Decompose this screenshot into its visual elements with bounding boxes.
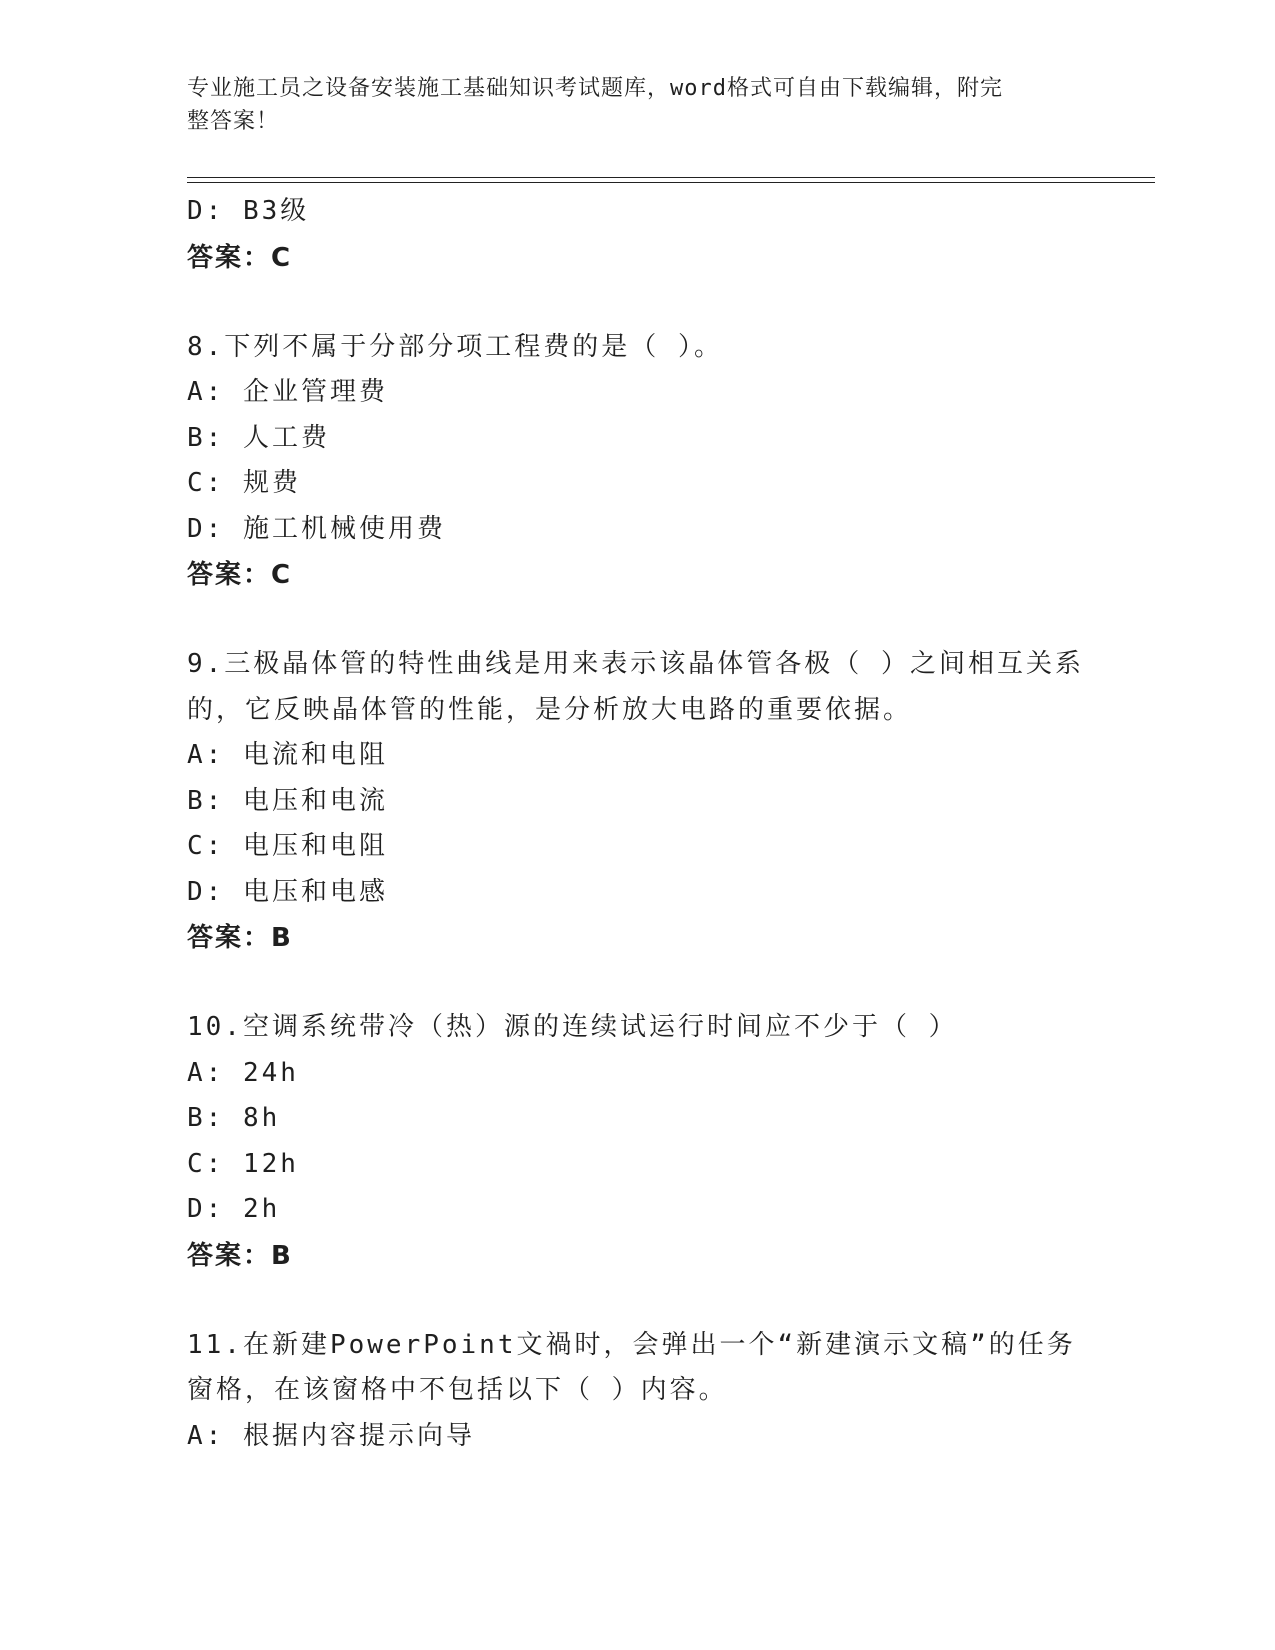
option-d: D: 2h — [187, 1194, 281, 1224]
spacer — [187, 961, 1087, 1005]
document-header — [187, 72, 1067, 138]
spacer — [187, 598, 1087, 642]
option-b: B: 8h — [187, 1103, 281, 1133]
header-line-2: 整答案！ — [187, 109, 280, 134]
spacer — [187, 1279, 1087, 1323]
answer-label: 答案：C — [187, 560, 293, 590]
option-b: B: 人工费 — [187, 422, 330, 453]
spacer — [187, 281, 1087, 325]
header-line-1: 专业施工员之设备安装施工基础知识考试题库，word格式可自由下载编辑，附完 — [187, 76, 1003, 101]
question-stem: 10.空调系统带冷（热）源的连续试运行时间应不少于（ ） — [187, 1012, 958, 1042]
option-d: D: 施工机械使用费 — [187, 513, 446, 544]
answer-label: 答案：C — [187, 242, 293, 273]
header-rule-top — [187, 177, 1155, 178]
question-stem-line-2: 窗格，在该窗格中不包括以下（ ）内容。 — [187, 1375, 728, 1405]
option-c: C: 规费 — [187, 468, 301, 498]
question-stem-line-1: 11.在新建PowerPoint文禍时，会弹出一个“新建演示文稿”的任务 — [187, 1329, 1076, 1360]
question-9 — [187, 642, 1087, 961]
option-d: D: B3级 — [187, 196, 310, 226]
question-11 — [187, 1323, 1087, 1460]
option-d: D: 电压和电感 — [187, 876, 388, 907]
question-stem: 8.下列不属于分部分项工程费的是（ ）。 — [187, 331, 723, 362]
question-list — [187, 189, 1087, 1459]
question-10 — [187, 1005, 1087, 1279]
option-c: C: 电压和电阻 — [187, 831, 388, 861]
header-rule-bottom — [187, 182, 1155, 183]
option-b: B: 电压和电流 — [187, 785, 388, 816]
option-a: A: 企业管理费 — [187, 377, 388, 407]
question-stem-line-2: 的，它反映晶体管的性能，是分析放大电路的重要依据。 — [187, 694, 913, 725]
option-a: A: 电流和电阻 — [187, 740, 388, 770]
question-8 — [187, 325, 1087, 599]
question-stem-line-1: 9.三极晶体管的特性曲线是用来表示该晶体管各极（ ）之间相互关系 — [187, 649, 1084, 679]
option-a: A: 24h — [187, 1057, 299, 1088]
option-c: C: 12h — [187, 1148, 299, 1179]
answer-label: 答案：B — [187, 923, 293, 953]
answer-label: 答案：B — [187, 1240, 293, 1271]
option-a: A: 根据内容提示向导 — [187, 1420, 475, 1451]
